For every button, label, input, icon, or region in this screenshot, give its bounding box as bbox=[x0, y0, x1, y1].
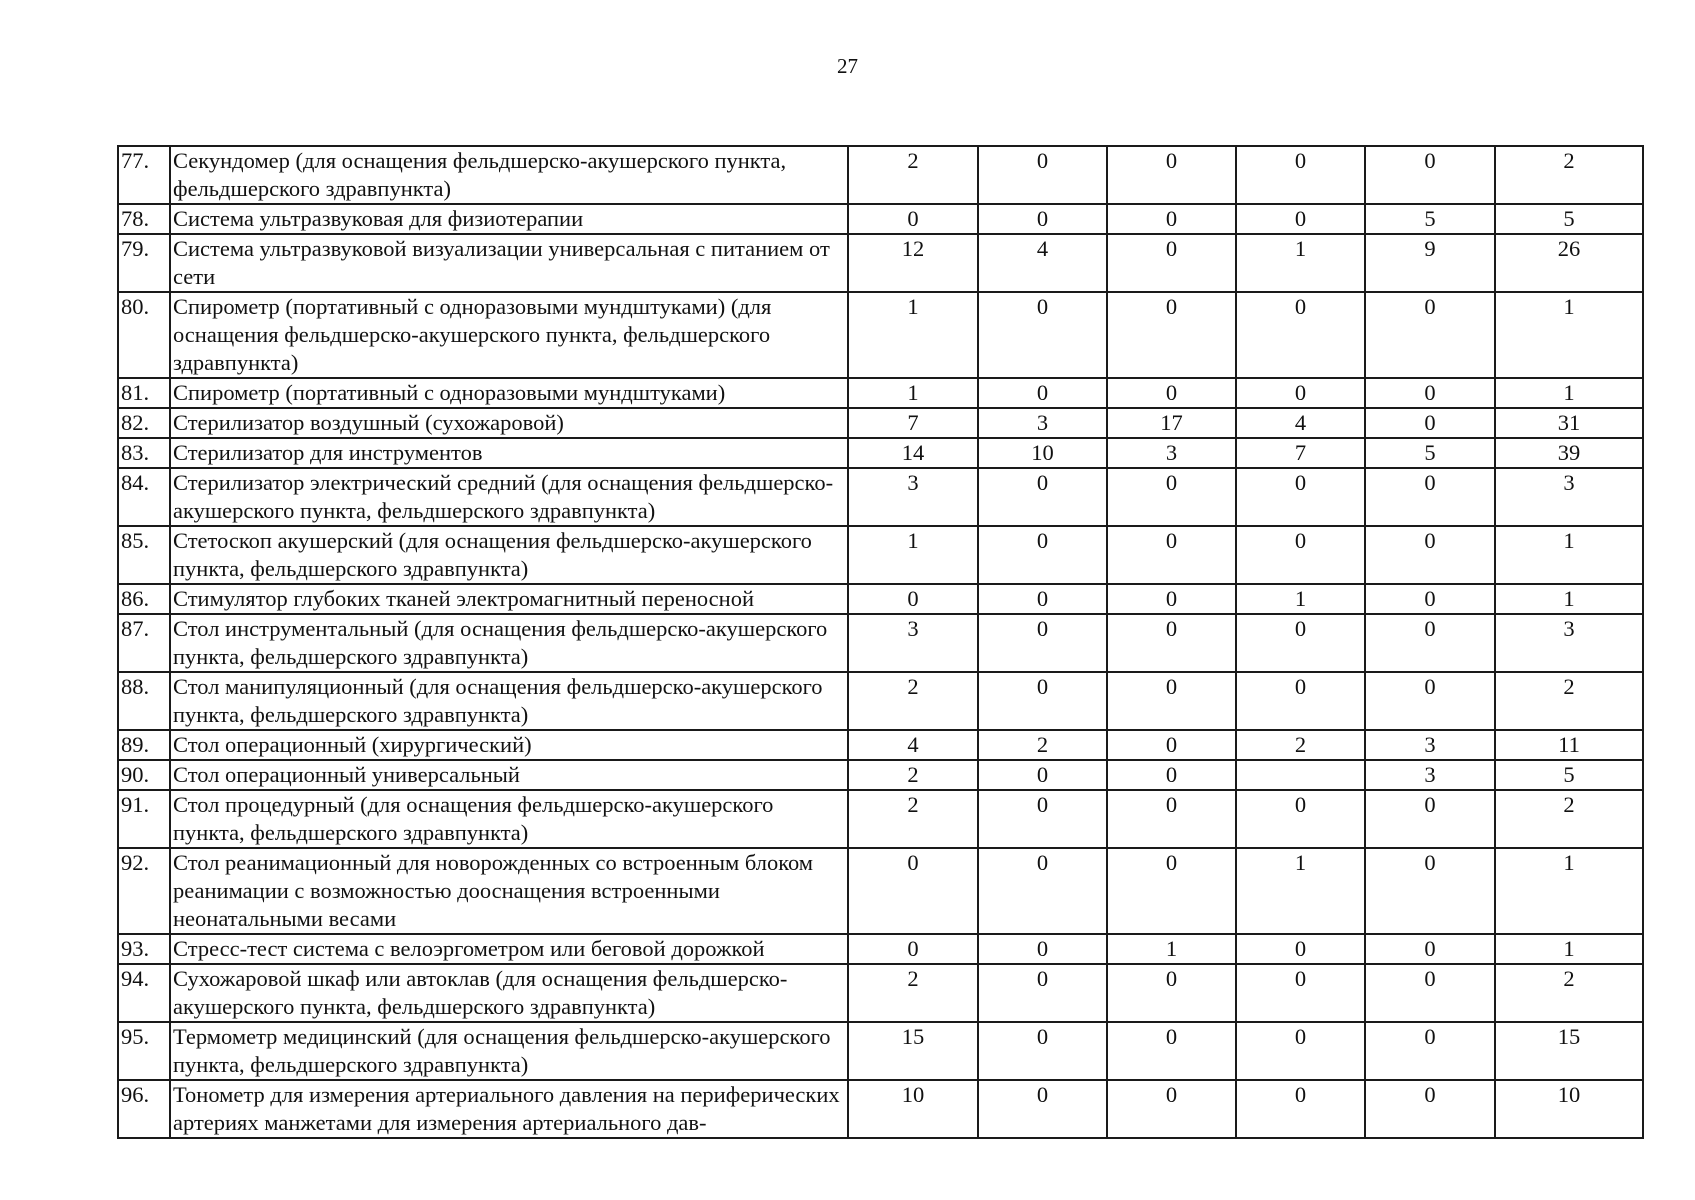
quantity-value: 0 bbox=[1236, 292, 1365, 378]
equipment-name: Секундомер (для оснащения фельдшерско-акушерского пункта, фельдшерского здравпункта) bbox=[170, 146, 848, 204]
equipment-name: Стерилизатор воздушный (сухожаровой) bbox=[170, 408, 848, 438]
total-value: 3 bbox=[1495, 468, 1643, 526]
quantity-value: 0 bbox=[1236, 378, 1365, 408]
equipment-name: Стол операционный универсальный bbox=[170, 760, 848, 790]
table-row bbox=[118, 730, 1643, 760]
quantity-value: 0 bbox=[1365, 584, 1495, 614]
quantity-value: 2 bbox=[848, 790, 978, 848]
equipment-name: Стол реанимационный для новорожденных со встроенным блоком реанимации с возможностью дооснащения встроенными неонатальными весами bbox=[170, 848, 848, 934]
row-number: 94. bbox=[118, 964, 170, 1022]
total-value: 2 bbox=[1495, 146, 1643, 204]
quantity-value: 0 bbox=[1107, 614, 1236, 672]
quantity-value: 12 bbox=[848, 234, 978, 292]
quantity-value: 5 bbox=[1365, 204, 1495, 234]
equipment-name: Стетоскоп акушерский (для оснащения фельдшерско-акушерского пункта, фельдшерского здравпункта) bbox=[170, 526, 848, 584]
quantity-value: 0 bbox=[978, 964, 1107, 1022]
quantity-value: 3 bbox=[848, 468, 978, 526]
quantity-value: 1 bbox=[1236, 584, 1365, 614]
quantity-value: 4 bbox=[978, 234, 1107, 292]
quantity-value: 0 bbox=[1236, 1080, 1365, 1138]
quantity-value: 0 bbox=[978, 848, 1107, 934]
quantity-value: 0 bbox=[1107, 378, 1236, 408]
table-row bbox=[118, 934, 1643, 964]
total-value: 15 bbox=[1495, 1022, 1643, 1080]
quantity-value: 3 bbox=[1107, 438, 1236, 468]
quantity-value: 0 bbox=[1365, 934, 1495, 964]
table-row bbox=[118, 234, 1643, 292]
quantity-value: 0 bbox=[978, 790, 1107, 848]
quantity-value: 0 bbox=[1365, 526, 1495, 584]
equipment-name: Сухожаровой шкаф или автоклав (для оснащения фельдшерско-акушерского пункта, фельдшерского здравпункта) bbox=[170, 964, 848, 1022]
row-number: 77. bbox=[118, 146, 170, 204]
table-row bbox=[118, 146, 1643, 204]
quantity-value: 0 bbox=[1365, 1022, 1495, 1080]
table-row bbox=[118, 848, 1643, 934]
row-number: 88. bbox=[118, 672, 170, 730]
table-row bbox=[118, 672, 1643, 730]
quantity-value: 0 bbox=[1107, 292, 1236, 378]
quantity-value: 0 bbox=[978, 934, 1107, 964]
table-row bbox=[118, 1080, 1643, 1138]
quantity-value: 0 bbox=[978, 292, 1107, 378]
quantity-value: 0 bbox=[1107, 1022, 1236, 1080]
quantity-value: 3 bbox=[978, 408, 1107, 438]
quantity-value: 0 bbox=[1107, 730, 1236, 760]
quantity-value: 4 bbox=[1236, 408, 1365, 438]
equipment-name: Стресс-тест система с велоэргометром или беговой дорожкой bbox=[170, 934, 848, 964]
table-row bbox=[118, 790, 1643, 848]
row-number: 80. bbox=[118, 292, 170, 378]
equipment-name: Стол инструментальный (для оснащения фельдшерско-акушерского пункта, фельдшерского здравпункта) bbox=[170, 614, 848, 672]
table-row bbox=[118, 292, 1643, 378]
quantity-value: 0 bbox=[1107, 584, 1236, 614]
quantity-value: 0 bbox=[1365, 964, 1495, 1022]
row-number: 93. bbox=[118, 934, 170, 964]
quantity-value: 0 bbox=[1107, 204, 1236, 234]
equipment-name: Спирометр (портативный с одноразовыми мундштуками) (для оснащения фельдшерско-акушерского пункта, фельдшерского здравпункта) bbox=[170, 292, 848, 378]
total-value: 1 bbox=[1495, 584, 1643, 614]
quantity-value: 0 bbox=[1365, 790, 1495, 848]
row-number: 81. bbox=[118, 378, 170, 408]
total-value: 31 bbox=[1495, 408, 1643, 438]
quantity-value: 3 bbox=[1365, 730, 1495, 760]
row-number: 89. bbox=[118, 730, 170, 760]
quantity-value: 10 bbox=[848, 1080, 978, 1138]
total-value: 1 bbox=[1495, 378, 1643, 408]
quantity-value: 0 bbox=[1236, 614, 1365, 672]
table-row bbox=[118, 438, 1643, 468]
total-value: 2 bbox=[1495, 672, 1643, 730]
row-number: 82. bbox=[118, 408, 170, 438]
total-value: 5 bbox=[1495, 760, 1643, 790]
quantity-value: 0 bbox=[1236, 146, 1365, 204]
table-row bbox=[118, 760, 1643, 790]
total-value: 39 bbox=[1495, 438, 1643, 468]
equipment-name: Стерилизатор для инструментов bbox=[170, 438, 848, 468]
table-row bbox=[118, 614, 1643, 672]
quantity-value: 0 bbox=[1365, 292, 1495, 378]
quantity-value: 0 bbox=[978, 378, 1107, 408]
table-row bbox=[118, 204, 1643, 234]
quantity-value: 0 bbox=[978, 526, 1107, 584]
quantity-value: 0 bbox=[848, 584, 978, 614]
equipment-name: Тонометр для измерения артериального давления на периферических артериях манжетами для измерения артериального дав- bbox=[170, 1080, 848, 1138]
row-number: 87. bbox=[118, 614, 170, 672]
quantity-value: 1 bbox=[1236, 848, 1365, 934]
quantity-value: 0 bbox=[1365, 468, 1495, 526]
quantity-value: 0 bbox=[1236, 1022, 1365, 1080]
quantity-value: 5 bbox=[1365, 438, 1495, 468]
total-value: 26 bbox=[1495, 234, 1643, 292]
quantity-value bbox=[1236, 760, 1365, 790]
row-number: 92. bbox=[118, 848, 170, 934]
quantity-value: 0 bbox=[978, 146, 1107, 204]
row-number: 78. bbox=[118, 204, 170, 234]
equipment-name: Стимулятор глубоких тканей электромагнитный переносной bbox=[170, 584, 848, 614]
quantity-value: 0 bbox=[1236, 526, 1365, 584]
equipment-table bbox=[117, 145, 1644, 1139]
quantity-value: 0 bbox=[978, 204, 1107, 234]
total-value: 1 bbox=[1495, 934, 1643, 964]
quantity-value: 1 bbox=[1107, 934, 1236, 964]
quantity-value: 2 bbox=[848, 146, 978, 204]
row-number: 90. bbox=[118, 760, 170, 790]
table-row bbox=[118, 408, 1643, 438]
quantity-value: 0 bbox=[1365, 1080, 1495, 1138]
quantity-value: 0 bbox=[1107, 526, 1236, 584]
quantity-value: 7 bbox=[1236, 438, 1365, 468]
quantity-value: 0 bbox=[1107, 964, 1236, 1022]
quantity-value: 0 bbox=[1236, 672, 1365, 730]
equipment-name: Стол операционный (хирургический) bbox=[170, 730, 848, 760]
quantity-value: 0 bbox=[1236, 934, 1365, 964]
quantity-value: 4 bbox=[848, 730, 978, 760]
quantity-value: 0 bbox=[978, 1022, 1107, 1080]
quantity-value: 3 bbox=[848, 614, 978, 672]
quantity-value: 0 bbox=[1236, 964, 1365, 1022]
quantity-value: 0 bbox=[1236, 790, 1365, 848]
quantity-value: 0 bbox=[848, 848, 978, 934]
quantity-value: 0 bbox=[1365, 614, 1495, 672]
total-value: 10 bbox=[1495, 1080, 1643, 1138]
row-number: 85. bbox=[118, 526, 170, 584]
quantity-value: 10 bbox=[978, 438, 1107, 468]
quantity-value: 0 bbox=[1236, 468, 1365, 526]
quantity-value: 0 bbox=[1365, 672, 1495, 730]
quantity-value: 0 bbox=[978, 468, 1107, 526]
row-number: 83. bbox=[118, 438, 170, 468]
quantity-value: 14 bbox=[848, 438, 978, 468]
row-number: 79. bbox=[118, 234, 170, 292]
equipment-name: Стерилизатор электрический средний (для оснащения фельдшерско-акушерского пункта, фельдшерского здравпункта) bbox=[170, 468, 848, 526]
equipment-name: Спирометр (портативный с одноразовыми мундштуками) bbox=[170, 378, 848, 408]
quantity-value: 0 bbox=[1107, 1080, 1236, 1138]
quantity-value: 9 bbox=[1365, 234, 1495, 292]
quantity-value: 0 bbox=[978, 614, 1107, 672]
quantity-value: 0 bbox=[1107, 760, 1236, 790]
quantity-value: 2 bbox=[848, 760, 978, 790]
equipment-name: Термометр медицинский (для оснащения фельдшерско-акушерского пункта, фельдшерского здравпункта) bbox=[170, 1022, 848, 1080]
row-number: 96. bbox=[118, 1080, 170, 1138]
quantity-value: 1 bbox=[1236, 234, 1365, 292]
total-value: 11 bbox=[1495, 730, 1643, 760]
table-row bbox=[118, 584, 1643, 614]
total-value: 1 bbox=[1495, 848, 1643, 934]
quantity-value: 0 bbox=[1107, 234, 1236, 292]
quantity-value: 0 bbox=[1107, 848, 1236, 934]
row-number: 86. bbox=[118, 584, 170, 614]
total-value: 2 bbox=[1495, 790, 1643, 848]
quantity-value: 2 bbox=[1236, 730, 1365, 760]
quantity-value: 2 bbox=[978, 730, 1107, 760]
quantity-value: 0 bbox=[848, 934, 978, 964]
quantity-value: 0 bbox=[848, 204, 978, 234]
quantity-value: 0 bbox=[978, 672, 1107, 730]
quantity-value: 0 bbox=[1236, 204, 1365, 234]
quantity-value: 0 bbox=[1107, 672, 1236, 730]
quantity-value: 0 bbox=[978, 584, 1107, 614]
total-value: 5 bbox=[1495, 204, 1643, 234]
equipment-name: Стол процедурный (для оснащения фельдшерско-акушерского пункта, фельдшерского здравпункта) bbox=[170, 790, 848, 848]
quantity-value: 1 bbox=[848, 292, 978, 378]
row-number: 95. bbox=[118, 1022, 170, 1080]
quantity-value: 0 bbox=[978, 1080, 1107, 1138]
total-value: 1 bbox=[1495, 526, 1643, 584]
quantity-value: 0 bbox=[978, 760, 1107, 790]
quantity-value: 15 bbox=[848, 1022, 978, 1080]
quantity-value: 0 bbox=[1107, 146, 1236, 204]
table-row bbox=[118, 468, 1643, 526]
quantity-value: 17 bbox=[1107, 408, 1236, 438]
table-row bbox=[118, 526, 1643, 584]
quantity-value: 1 bbox=[848, 378, 978, 408]
quantity-value: 3 bbox=[1365, 760, 1495, 790]
page-number: 27 bbox=[837, 54, 858, 78]
quantity-value: 0 bbox=[1107, 468, 1236, 526]
table-row bbox=[118, 1022, 1643, 1080]
quantity-value: 2 bbox=[848, 672, 978, 730]
quantity-value: 0 bbox=[1365, 408, 1495, 438]
quantity-value: 0 bbox=[1365, 848, 1495, 934]
quantity-value: 2 bbox=[848, 964, 978, 1022]
row-number: 91. bbox=[118, 790, 170, 848]
quantity-value: 1 bbox=[848, 526, 978, 584]
total-value: 2 bbox=[1495, 964, 1643, 1022]
row-number: 84. bbox=[118, 468, 170, 526]
quantity-value: 7 bbox=[848, 408, 978, 438]
quantity-value: 0 bbox=[1365, 146, 1495, 204]
equipment-name: Стол манипуляционный (для оснащения фельдшерско-акушерского пункта, фельдшерского здравпункта) bbox=[170, 672, 848, 730]
quantity-value: 0 bbox=[1365, 378, 1495, 408]
total-value: 3 bbox=[1495, 614, 1643, 672]
equipment-name: Система ультразвуковой визуализации универсальная с питанием от сети bbox=[170, 234, 848, 292]
table-row bbox=[118, 964, 1643, 1022]
table-row bbox=[118, 378, 1643, 408]
quantity-value: 0 bbox=[1107, 790, 1236, 848]
equipment-name: Система ультразвуковая для физиотерапии bbox=[170, 204, 848, 234]
total-value: 1 bbox=[1495, 292, 1643, 378]
